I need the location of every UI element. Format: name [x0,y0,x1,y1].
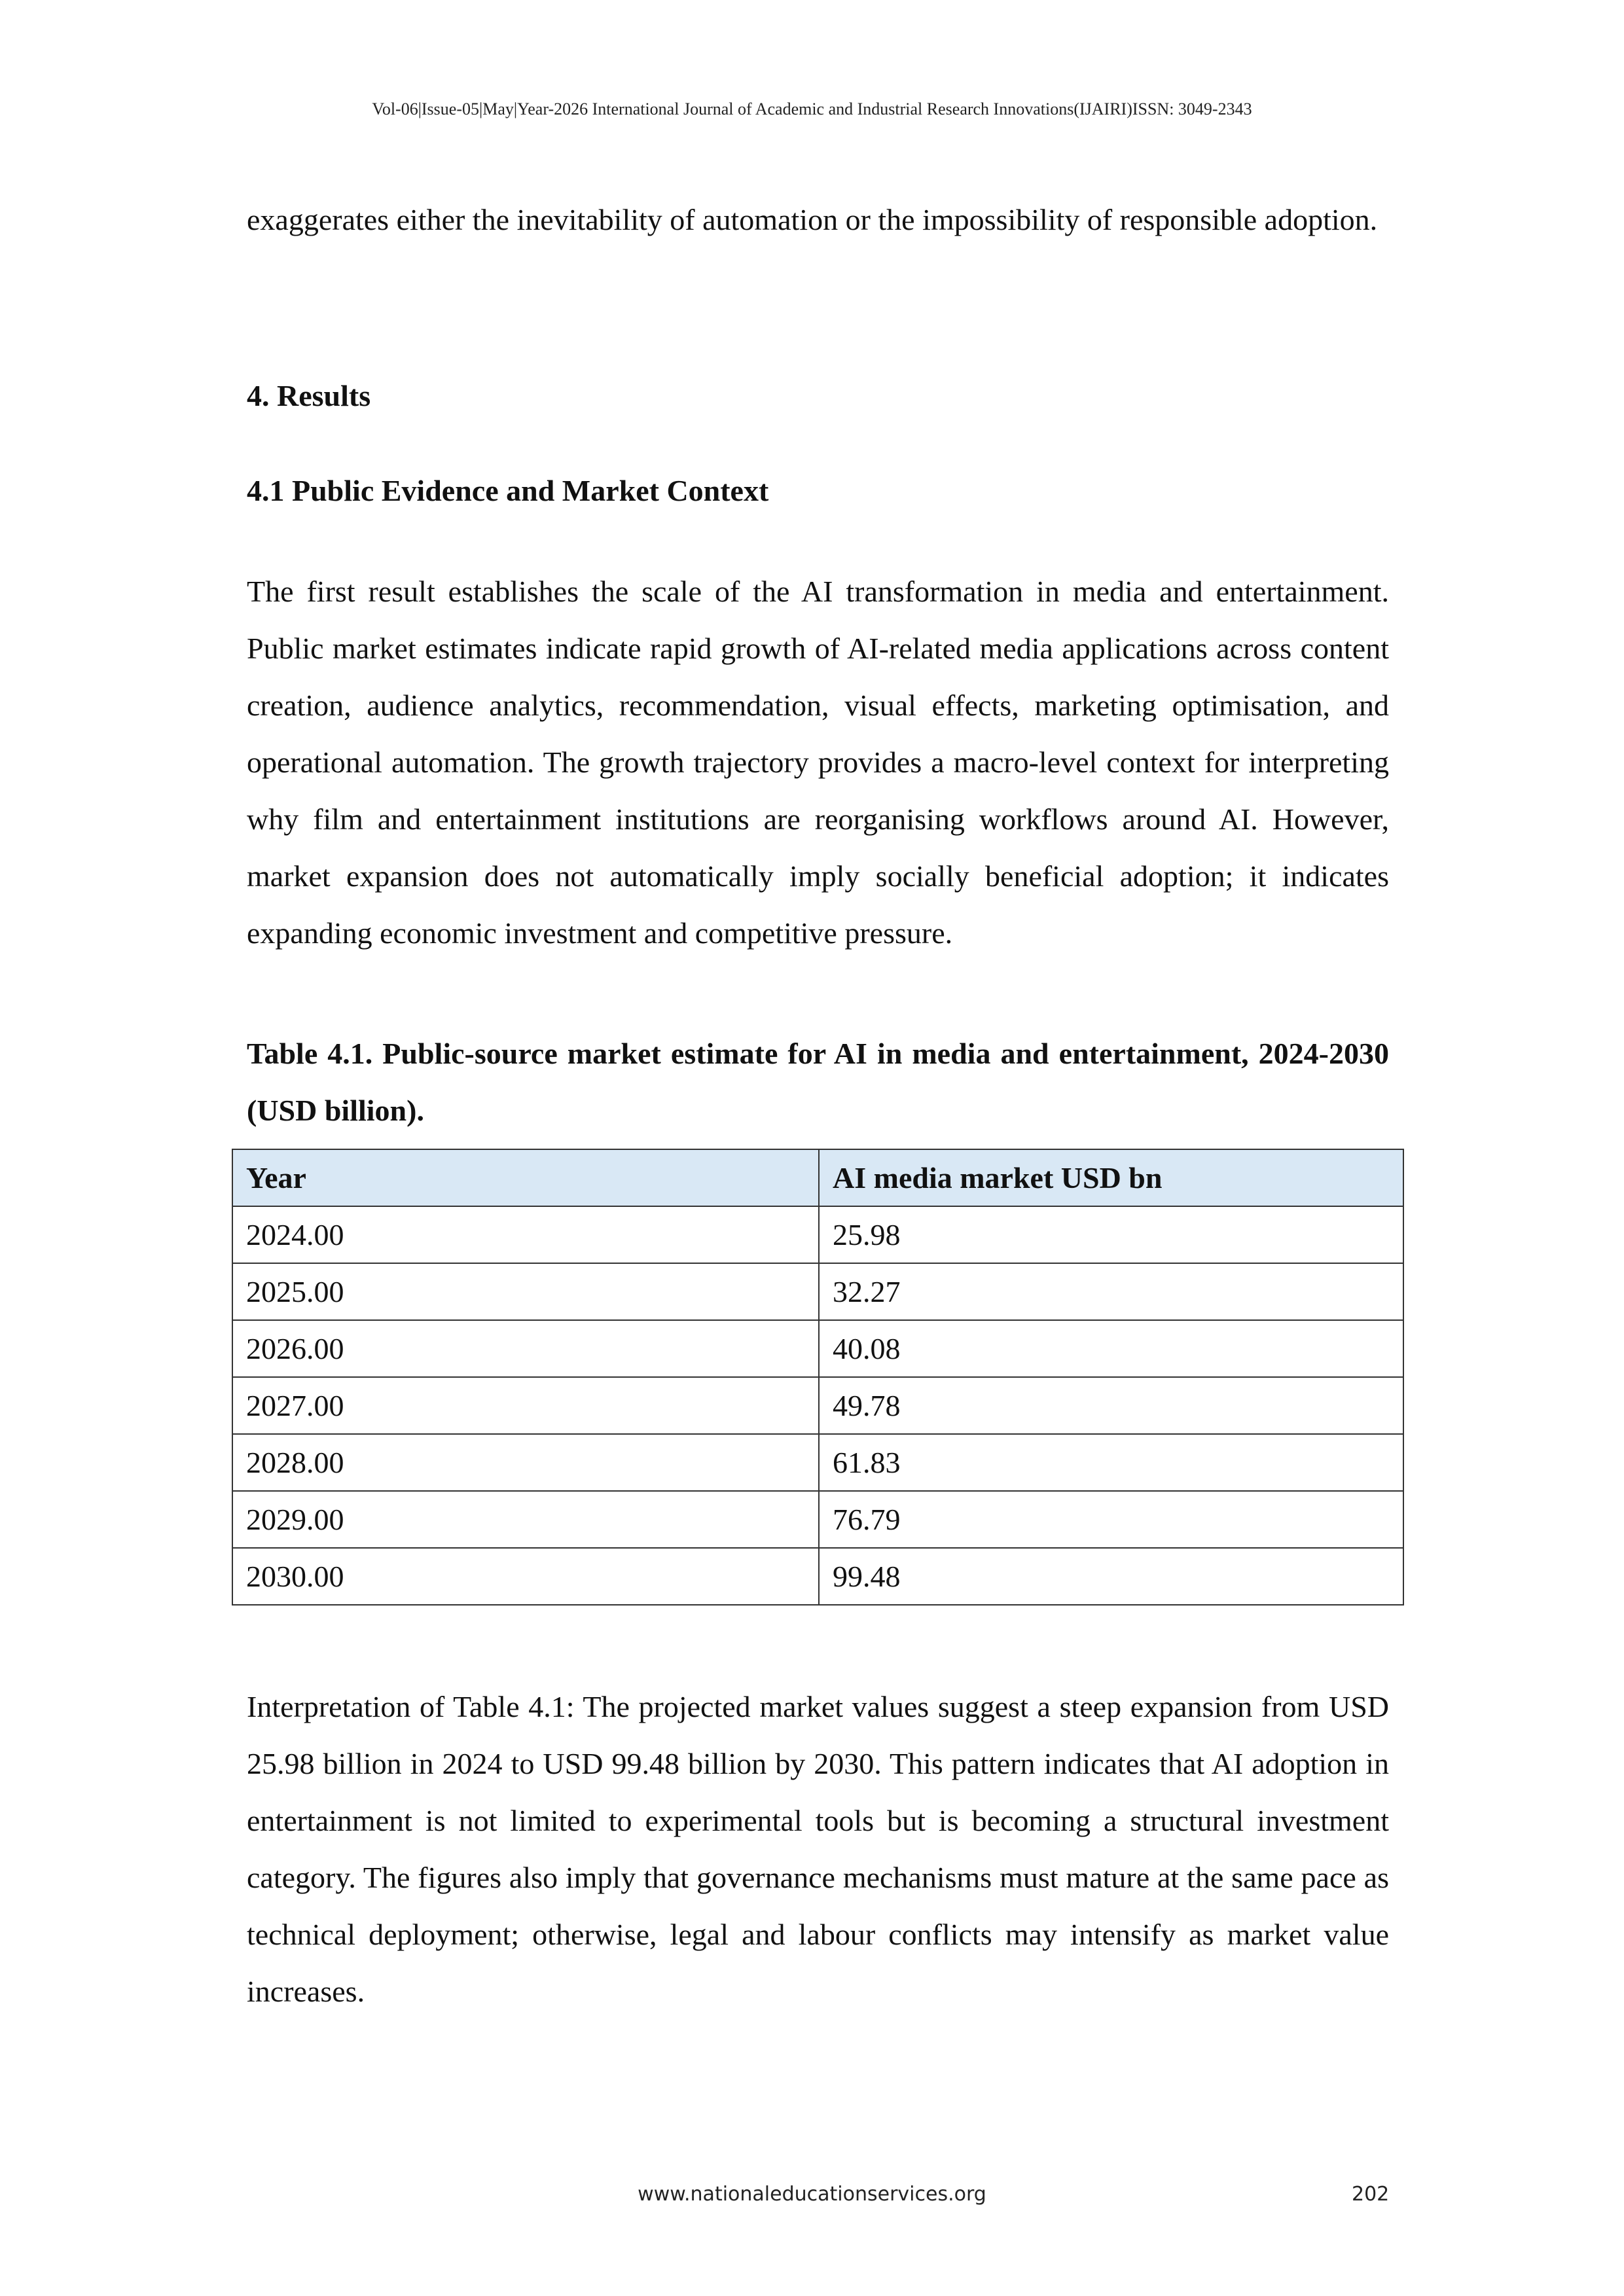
page-number: 202 [1352,2183,1390,2206]
cell-market-value: 61.83 [819,1434,1403,1491]
cell-market-value: 40.08 [819,1320,1403,1377]
cell-market-value: 32.27 [819,1263,1403,1320]
cell-market-value: 49.78 [819,1377,1403,1434]
section-heading: 4. Results [247,379,371,412]
table-row [232,1377,1403,1434]
interpretation-paragraph: Interpretation of Table 4.1: The projected market values suggest a steep expansion from USD 25.98 billion in 2024 to USD 99.48 billion by 2030. This pattern indicates that AI adoption in entertainment is not limited to experimental tools but is becoming a structural investment category. The figures also imply that governance mechanisms must mature at the same pace as technical deployment; otherwise, legal and labour conflicts may intensify as market value increases. [247,1690,1389,2008]
table-row [232,1491,1403,1548]
footer-url: www.nationaleducationservices.org [638,2183,986,2206]
cell-market-value: 25.98 [819,1206,1403,1263]
table-row [232,1548,1403,1605]
cell-year: 2025.00 [232,1263,819,1320]
continued-paragraph: exaggerates either the inevitability of automation or the impossibility of responsible adoption. [247,203,1378,236]
cell-year: 2030.00 [232,1548,819,1605]
running-header: Vol-06|Issue-05|May|Year-2026 International Journal of Academic and Industrial Research Innovations(IJAIRI)ISSN: 3049-2343 [372,99,1252,118]
cell-year: 2029.00 [232,1491,819,1548]
table-row [232,1263,1403,1320]
cell-year: 2027.00 [232,1377,819,1434]
column-header-year: Year [232,1149,819,1206]
table-row [232,1206,1403,1263]
cell-year: 2026.00 [232,1320,819,1377]
subsection-heading: 4.1 Public Evidence and Market Context [247,474,769,507]
column-header-market: AI media market USD bn [819,1149,1403,1206]
cell-year: 2024.00 [232,1206,819,1263]
market-estimate-table [232,1149,1404,1605]
table-header-row [232,1149,1403,1206]
results-paragraph: The first result establishes the scale of the AI transformation in media and entertainment. Public market estimates indicate rapid growth of AI-related media applications across content creation, audience analytics, recommendation, visual effects, marketing optimisation, and operational automation. The growth trajectory provides a macro-level context for interpreting why film and entertainment institutions are reorganising workflows around AI. However, market expansion does not automatically imply socially beneficial adoption; it indicates expanding economic investment and competitive pressure. [247,575,1389,950]
table-row [232,1434,1403,1491]
table-row [232,1320,1403,1377]
cell-year: 2028.00 [232,1434,819,1491]
cell-market-value: 76.79 [819,1491,1403,1548]
cell-market-value: 99.48 [819,1548,1403,1605]
table-caption: Table 4.1. Public-source market estimate for AI in media and entertainment, 2024-2030 (USD billion). [247,1037,1389,1127]
